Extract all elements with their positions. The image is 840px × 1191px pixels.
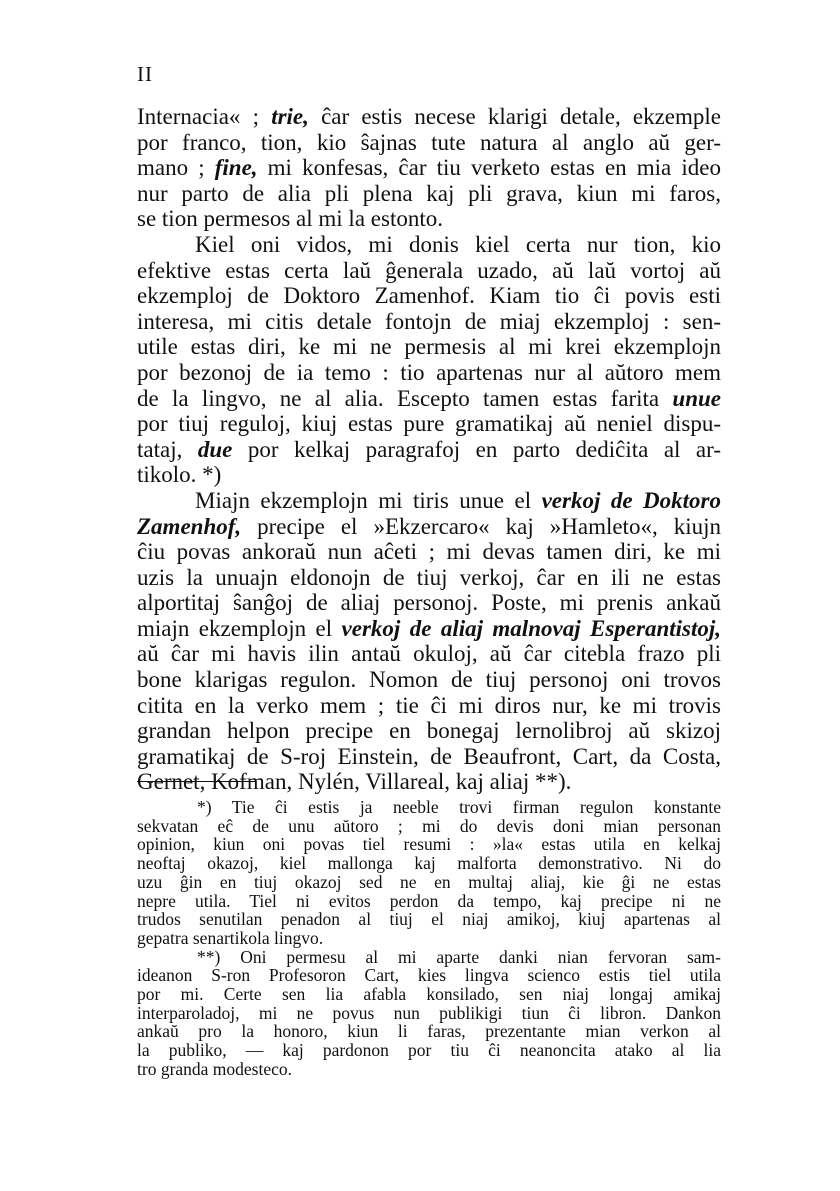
text-segment: de la lingvo, ne al alia. Escepto tamen estas farita	[137, 385, 673, 411]
text-segment: Gernet, Kofman, Nylén, Villareal, kaj aliaj **).	[137, 769, 572, 795]
text-segment: ekzemploj de Doktoro Zamenhof. Kiam tio ĉi povis esti	[137, 283, 721, 309]
text-line	[137, 514, 721, 540]
text-segment: tro granda modesteco.	[137, 1058, 293, 1079]
text-segment: Miajn ekzemplojn mi tiris unue el	[195, 487, 542, 513]
text-line	[137, 616, 721, 642]
text-line	[137, 206, 721, 232]
text-segment: ankaŭ pro la honoro, kiun li faras, prezentante mian verkon al	[137, 1021, 721, 1042]
text-segment: grandan helpon precipe en bonegaj lernolibroj aŭ skizoj	[137, 718, 721, 744]
footnote-separator	[137, 781, 255, 782]
footnote-line	[137, 948, 721, 967]
text-segment: uzu ĝin en tiuj okazoj sed ne en multaj aliaj, kie ĝi ne estas	[137, 871, 721, 892]
footnote-line	[137, 892, 721, 911]
footnote-line	[137, 966, 721, 985]
footnote-line	[137, 1060, 721, 1079]
text-line	[137, 104, 721, 130]
text-segment: por kelkaj paragrafoj en parto dediĉita al ar-	[232, 436, 721, 462]
text-segment: ĉar estis necese klarigi detale, ekzemple	[308, 104, 722, 129]
footnote-line	[137, 835, 721, 854]
emphasized-phrase: Zamenhof,	[137, 513, 242, 539]
text-segment: *) Tie ĉi estis ja neeble trovi firman regulon konstante	[197, 797, 721, 817]
text-segment: mi konfesas, ĉar tiu verketo estas en mia ideo	[257, 155, 721, 181]
text-line	[137, 232, 721, 258]
text-line	[137, 181, 721, 207]
footnote-line	[137, 910, 721, 929]
footnote-line	[137, 1004, 721, 1023]
text-segment: tikolo. *)	[137, 462, 222, 488]
text-line	[137, 718, 721, 744]
text-line	[137, 437, 721, 463]
text-segment: Kiel oni vidos, mi donis kiel certa nur tion, kio	[195, 231, 721, 257]
footnote-line	[137, 854, 721, 873]
text-line	[137, 309, 721, 335]
page-number: II	[137, 62, 153, 86]
body-text	[137, 104, 721, 795]
text-line	[137, 411, 721, 437]
emphasized-phrase: verkoj de Doktoro	[541, 487, 722, 513]
text-segment: interparoladoj, mi ne povus nun publikigi tiun ĉi libron. Dankon	[137, 1002, 721, 1023]
text-segment: por mi. Certe sen lia afabla konsilado, sen niaj longaj amikaj	[137, 984, 721, 1005]
text-segment: tataj,	[137, 436, 198, 462]
text-segment: alportitaj ŝanĝoj de aliaj personoj. Poste, mi prenis ankaŭ	[137, 590, 721, 616]
text-segment: por franco, tion, kio ŝajnas tute natura al anglo aŭ ger-	[137, 129, 721, 155]
text-segment: neoftaj okazoj, kiel mallonga kaj malforta demonstrativo. Ni do	[137, 853, 721, 874]
text-segment: citita en la verko mem ; tie ĉi mi diros nur, ke mi trovis	[137, 692, 721, 718]
text-line	[137, 155, 721, 181]
text-segment: nepre utila. Tiel ni evitos perdon da tempo, kaj precipe ni ne	[137, 890, 721, 911]
text-line	[137, 283, 721, 309]
text-segment: nur parto de alia pli plena kaj pli grava, kiun mi faros,	[137, 180, 721, 206]
footnotes	[137, 798, 721, 1079]
text-segment: se tion permesos al mi la estonto.	[137, 206, 443, 232]
text-segment: interesa, mi citis detale fontojn de miaj ekzemploj : sen-	[137, 308, 721, 334]
text-segment: opinion, kiun oni povas tiel resumi : »la« estas utila en kelkaj	[137, 834, 721, 855]
text-segment: por bezonoj de ia temo : tio apartenas nur al aŭtoro mem	[137, 359, 721, 385]
footnote-line	[137, 1022, 721, 1041]
text-line	[137, 590, 721, 616]
text-segment: la publiko, — kaj pardonon por tiu ĉi neanoncita atako al lia	[137, 1040, 721, 1061]
text-segment: uzis la unuajn eldonojn de tiuj verkoj, ĉar en ili ne estas	[137, 564, 721, 590]
text-segment: precipe el »Ekzercaro« kaj »Hamleto«, kiujn	[241, 513, 721, 539]
text-segment: ideanon S-ron Profesoron Cart, kies lingva scienco estis tiel utila	[137, 965, 721, 986]
emphasized-phrase: due	[197, 436, 233, 462]
text-line	[137, 565, 721, 591]
text-segment: gramatikaj de S-roj Einstein, de Beaufront, Cart, da Costa,	[137, 743, 721, 769]
text-line	[137, 360, 721, 386]
emphasized-phrase: trie,	[271, 104, 309, 129]
emphasized-phrase: fine,	[214, 155, 258, 181]
text-segment: bone klarigas regulon. Nomon de tiuj personoj oni trovos	[137, 667, 721, 693]
text-segment: mano ;	[137, 155, 215, 181]
text-segment: gepatra senartikola lingvo.	[137, 927, 324, 948]
text-segment: utile estas diri, ke mi ne permesis al mi krei ekzemplojn	[137, 334, 721, 360]
footnote-line	[137, 798, 721, 817]
text-line	[137, 539, 721, 565]
text-segment: Internacia« ;	[137, 104, 272, 129]
text-segment: aŭ ĉar mi havis ilin antaŭ okuloj, aŭ ĉar citebla frazo pli	[137, 641, 721, 667]
text-line	[137, 334, 721, 360]
text-line	[137, 130, 721, 156]
text-line	[137, 462, 721, 488]
footnote-line	[137, 929, 721, 948]
footnote-line	[137, 985, 721, 1004]
text-segment: sekvatan eĉ de unu aŭtoro ; mi do devis doni mian personan	[137, 815, 721, 836]
text-segment: por tiuj reguloj, kiuj estas pure gramatikaj aŭ neniel dispu-	[137, 411, 721, 437]
text-line	[137, 667, 721, 693]
footnote-line	[137, 1041, 721, 1060]
text-line	[137, 693, 721, 719]
text-line	[137, 744, 721, 770]
text-segment: **) Oni permesu al mi aparte danki nian fervoran sam-	[197, 946, 721, 967]
text-segment: efektive estas certa laŭ ĝenerala uzado, aŭ laŭ vortoj aŭ	[137, 257, 721, 283]
text-segment: miajn ekzemplojn el	[137, 615, 342, 641]
text-line	[137, 641, 721, 667]
text-segment: trudos senutilan penadon al tiuj el niaj amikoj, kiuj apartenas al	[137, 909, 721, 930]
text-line	[137, 258, 721, 284]
emphasized-phrase: unue	[672, 385, 721, 411]
text-line	[137, 386, 721, 412]
text-line	[137, 488, 721, 514]
text-segment: ĉiu povas ankoraŭ nun aĉeti ; mi devas tamen diri, ke mi	[137, 539, 721, 565]
footnote-line	[137, 817, 721, 836]
text-line	[137, 769, 721, 795]
emphasized-phrase: verkoj de aliaj malnovaj Esperantistoj,	[341, 615, 722, 641]
footnote-line	[137, 873, 721, 892]
